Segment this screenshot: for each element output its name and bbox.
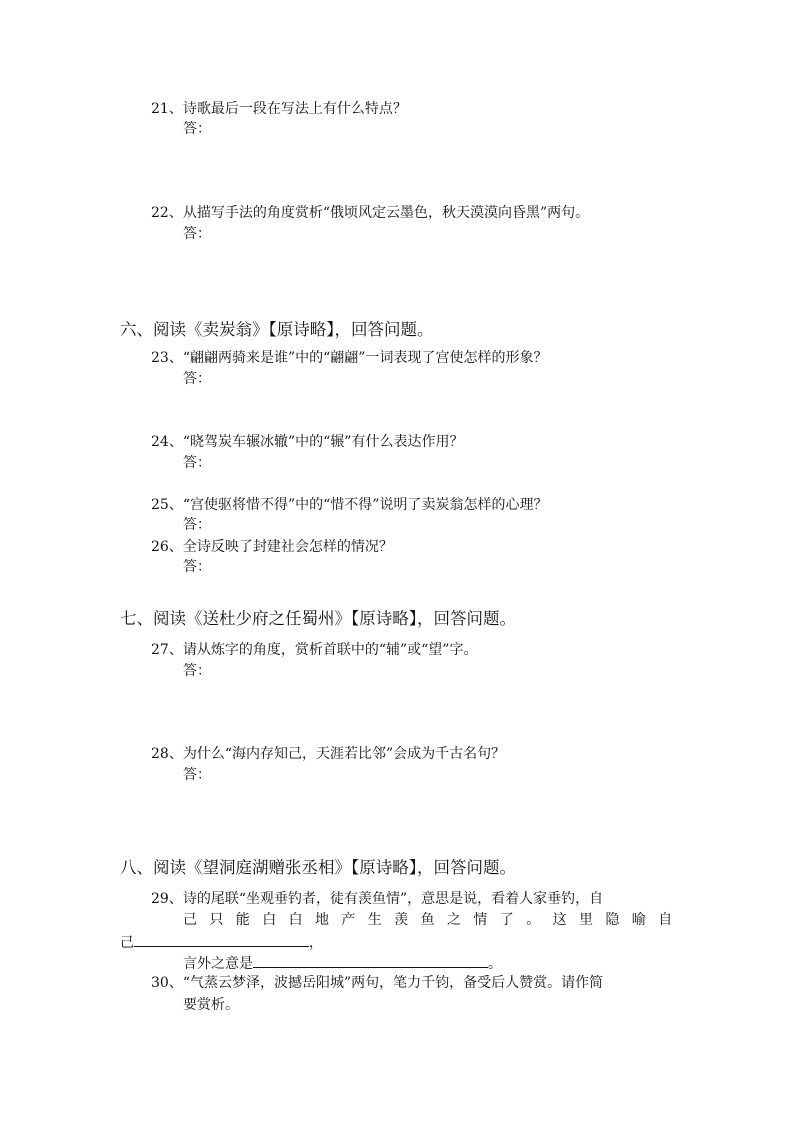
question-29-line-4	[183, 951, 502, 973]
question-29-line-1: 29、诗的尾联“坐观垂钓者，徒有羡鱼情”，意思是说，看着人家垂钓，自	[151, 891, 604, 907]
answer-label-28: 答：	[183, 767, 211, 783]
question-25: 25、“宫使驱将惜不得”中的“惜不得”说明了卖炭翁怎样的心理？	[151, 497, 548, 513]
question-24: 24、“晓驾炭车辗冰辙”中的“辗”有什么表达作用？	[151, 434, 464, 450]
answer-label-27: 答：	[183, 663, 211, 679]
fill-blank-implied-self[interactable]	[134, 930, 309, 947]
question-22: 22、从描写手法的角度赏析“俄顷风定云墨色，秋天漠漠向昏黑”两句。	[151, 205, 590, 221]
answer-label-23: 答：	[183, 371, 211, 387]
section-7-heading: 七、阅读《送杜少府之任蜀州》【原诗略】，回答问题。	[120, 609, 516, 628]
answer-label-24: 答：	[183, 455, 211, 471]
question-30-line-1: 30、“气蒸云梦泽，波撼岳阳城”两句，笔力千钧，备受后人赞赏。请作简	[151, 975, 604, 991]
question-29-line-3	[120, 930, 323, 952]
question-27: 27、请从炼字的角度，赏析首联中的“辅”或“望”字。	[151, 642, 478, 658]
question-28: 28、为什么“海内存知己，天涯若比邻”会成为千古名句？	[151, 746, 506, 762]
question-29-line-4-suffix: 。	[488, 956, 502, 972]
fill-blank-implied-meaning[interactable]	[253, 951, 488, 968]
section-8-heading: 八、阅读《望洞庭湖赠张丞相》【原诗略】，回答问题。	[120, 858, 516, 877]
question-26: 26、全诗反映了封建社会怎样的情况？	[151, 539, 393, 555]
question-29-line-3-suffix: ，	[309, 935, 323, 951]
question-29-line-2: 己只能白白地产生羡鱼之情了。这里隐喻自	[183, 912, 685, 928]
question-29-line-4-prefix: 言外之意是	[183, 956, 253, 972]
question-29-line-3-prefix: 己	[120, 935, 134, 951]
question-21: 21、诗歌最后一段在写法上有什么特点？	[151, 101, 407, 117]
question-23: 23、“翩翩两骑来是谁”中的“翩翩”一词表现了宫使怎样的形象？	[151, 350, 548, 366]
answer-label-25: 答：	[183, 517, 211, 533]
answer-label-22: 答：	[183, 226, 211, 242]
answer-label-21: 答：	[183, 121, 211, 137]
question-30-line-2: 要赏析。	[183, 997, 239, 1013]
answer-label-26: 答：	[183, 559, 211, 575]
section-6-heading: 六、阅读《卖炭翁》【原诗略】，回答问题。	[120, 320, 434, 339]
